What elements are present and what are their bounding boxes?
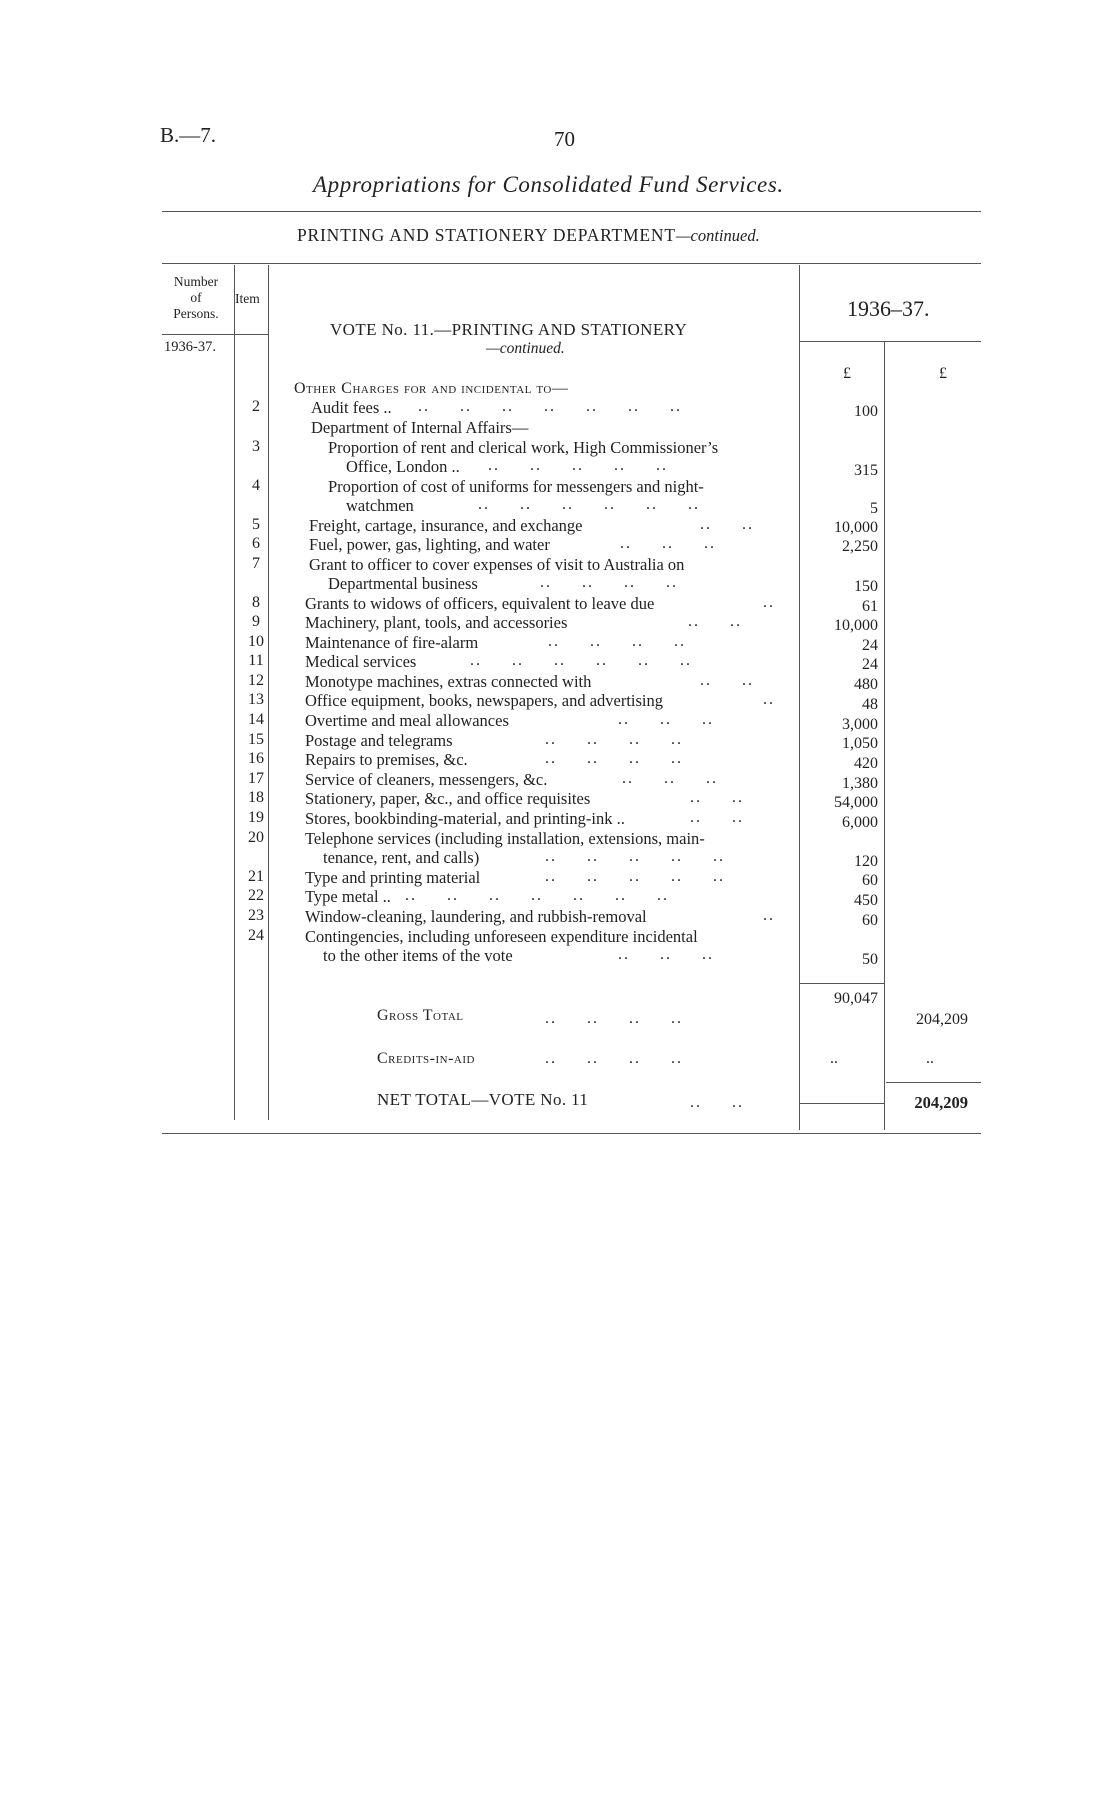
item-description: to the other items of the vote [323,946,513,965]
item-number: 13 [248,691,264,708]
item-number: 12 [248,672,264,689]
item-amount: 50 [862,951,878,968]
item-amount: 100 [854,403,878,420]
item-description: Freight, cartage, insurance, and exchange [309,516,583,535]
leader-dots: .. .. [690,1094,744,1111]
leader-dots: .. .. .. .. [545,750,683,767]
page-title: Appropriations for Consolidated Fund Services. [313,172,784,197]
credits-in-aid-label: Credits-in-aid [377,1050,475,1067]
item-amount: 5 [870,500,878,517]
item-number: 18 [248,789,264,806]
item-number: 4 [252,477,260,494]
item-number: 3 [252,438,260,455]
item-number: 11 [248,652,264,669]
item-description: Stationery, paper, &c., and office requisites [305,789,591,808]
item-amount: 24 [862,637,878,654]
net-total-top-rule [886,1082,981,1083]
leader-dots: .. .. .. .. .. .. .. [418,398,682,415]
item-number: 14 [248,711,264,728]
item-amount: 1,050 [842,735,878,752]
net-total-amount-rule [800,1103,884,1104]
leader-dots: .. .. .. [622,770,718,787]
item-description: Repairs to premises, &c. [305,750,468,769]
currency-symbol-2: £ [939,365,947,382]
leader-dots: .. .. [690,809,744,826]
item-amount: 54,000 [834,794,878,811]
gross-total-label: Gross Total [377,1007,464,1024]
item-description: tenance, rent, and calls) [323,848,480,867]
item-description: Service of cleaners, messengers, &c. [305,770,548,789]
item-amount: 3,000 [842,716,878,733]
vote-continued: —continued. [486,340,565,357]
persons-year: 1936-37. [164,339,216,355]
item-amount: 315 [854,462,878,479]
leader-dots: .. .. .. .. [540,574,678,591]
table-bottom-rule [162,1133,981,1134]
year-header: 1936–37. [847,296,930,321]
department-suffix: —continued. [675,226,760,245]
leader-dots: .. .. [700,672,754,689]
leader-dots: .. .. [688,613,742,630]
item-number: 20 [248,829,264,846]
item-description: Monotype machines, extras connected with [305,672,592,691]
leader-dots: .. [763,907,775,924]
item-amount: 2,250 [842,538,878,555]
item-description: Office equipment, books, newspapers, and advertising [305,691,664,710]
leader-dots: .. .. .. .. [545,731,683,748]
item-amount: 60 [862,872,878,889]
item-amount: 48 [862,696,878,713]
vote-title: VOTE No. 11.—PRINTING AND STATIONERY [330,320,688,339]
item-description: Machinery, plant, tools, and accessories [305,613,568,632]
item-description: Maintenance of fire-alarm [305,633,479,652]
item-number: 7 [252,555,260,572]
leader-dots: .. .. .. [618,711,714,728]
subtotal-rule [800,983,884,984]
item-description: watchmen [346,496,414,515]
item-number: 5 [252,516,260,533]
item-header: Item [235,291,260,306]
item-amount: 120 [854,853,878,870]
credits-in-aid-value-2: .. [926,1050,934,1067]
item-description: Grant to officer to cover expenses of visit to Australia on [309,555,685,574]
item-amount: 420 [854,755,878,772]
item-number: 6 [252,535,260,552]
leader-dots: .. .. .. .. [545,1010,683,1027]
currency-symbol-1: £ [843,365,851,382]
leader-dots: .. .. .. .. .. .. .. [405,887,669,904]
item-number: 22 [248,887,264,904]
item-description: Medical services [305,652,417,671]
page-number: 70 [554,127,575,151]
item-amount: 450 [854,892,878,909]
item-amount: 24 [862,656,878,673]
persons-label-line-1: Number [173,274,219,289]
item-description: Type metal .. [305,887,391,906]
item-number: 8 [252,594,260,611]
item-description: Proportion of rent and clerical work, High Commissioner’s [328,438,719,457]
item-number: 2 [252,398,260,415]
item-number: 24 [248,927,264,944]
item-amount: 10,000 [834,617,878,634]
item-description: Postage and telegrams [305,731,453,750]
department-name: PRINTING AND STATIONERY DEPARTMENT [297,225,676,245]
leader-dots: .. .. .. .. .. .. [470,652,692,669]
item-number: 16 [248,750,264,767]
item-description: Telephone services (including installation, extensions, main- [305,829,705,848]
leader-dots: .. .. .. [620,535,716,552]
item-amount: 10,000 [834,519,878,536]
item-description: Proportion of cost of uniforms for messengers and night- [328,477,704,496]
item-amount: 1,380 [842,775,878,792]
item-number: 19 [248,809,264,826]
leader-dots: .. .. [690,789,744,806]
leader-dots: .. .. .. .. [548,633,686,650]
net-total-label: NET TOTAL—VOTE No. 11 [377,1090,589,1109]
leader-dots: .. .. .. .. .. [545,848,725,865]
gross-total-amount: 204,209 [916,1011,968,1028]
item-description: Contingencies, including unforeseen expenditure incidental [305,927,698,946]
leader-dots: .. .. .. .. .. [488,457,668,474]
item-description: Audit fees .. [311,398,392,417]
item-number: 21 [248,868,264,885]
item-number: 15 [248,731,264,748]
item-amount: 61 [862,598,878,615]
item-description: Stores, bookbinding-material, and printing-ink .. [305,809,625,828]
leader-dots: .. .. [700,516,754,533]
net-total-amount: 204,209 [914,1093,968,1112]
item-amount: 150 [854,578,878,595]
persons-label-line-2: of [190,290,202,305]
credits-in-aid-value-1: .. [830,1050,838,1067]
item-description: Overtime and meal allowances [305,711,509,730]
item-description: Office, London .. [346,457,460,476]
item-description: Window-cleaning, laundering, and rubbish-removal [305,907,647,926]
item-description: Type and printing material [305,868,481,887]
section-heading: Other Charges for and incidental to— [294,380,569,397]
leader-dots: .. .. .. .. .. .. [478,496,700,513]
item-description: Department of Internal Affairs— [311,418,529,437]
item-description: Fuel, power, gas, lighting, and water [309,535,550,554]
item-amount: 6,000 [842,814,878,831]
item-number: 23 [248,907,264,924]
leader-dots: .. [763,691,775,708]
document-reference: B.—7. [160,123,217,147]
item-description: Grants to widows of officers, equivalent to leave due [305,594,655,613]
leader-dots: .. [763,594,775,611]
leader-dots: .. .. .. [618,946,714,963]
item-description: Departmental business [328,574,478,593]
item-amount: 60 [862,912,878,929]
persons-label-line-3: Persons. [173,306,219,321]
leader-dots: .. .. .. .. [545,1050,683,1067]
item-number: 9 [252,613,260,630]
item-number: 17 [248,770,264,787]
item-number: 10 [248,633,264,650]
leader-dots: .. .. .. .. .. [545,868,725,885]
item-amount: 480 [854,676,878,693]
subtotal-amount: 90,047 [834,990,878,1007]
